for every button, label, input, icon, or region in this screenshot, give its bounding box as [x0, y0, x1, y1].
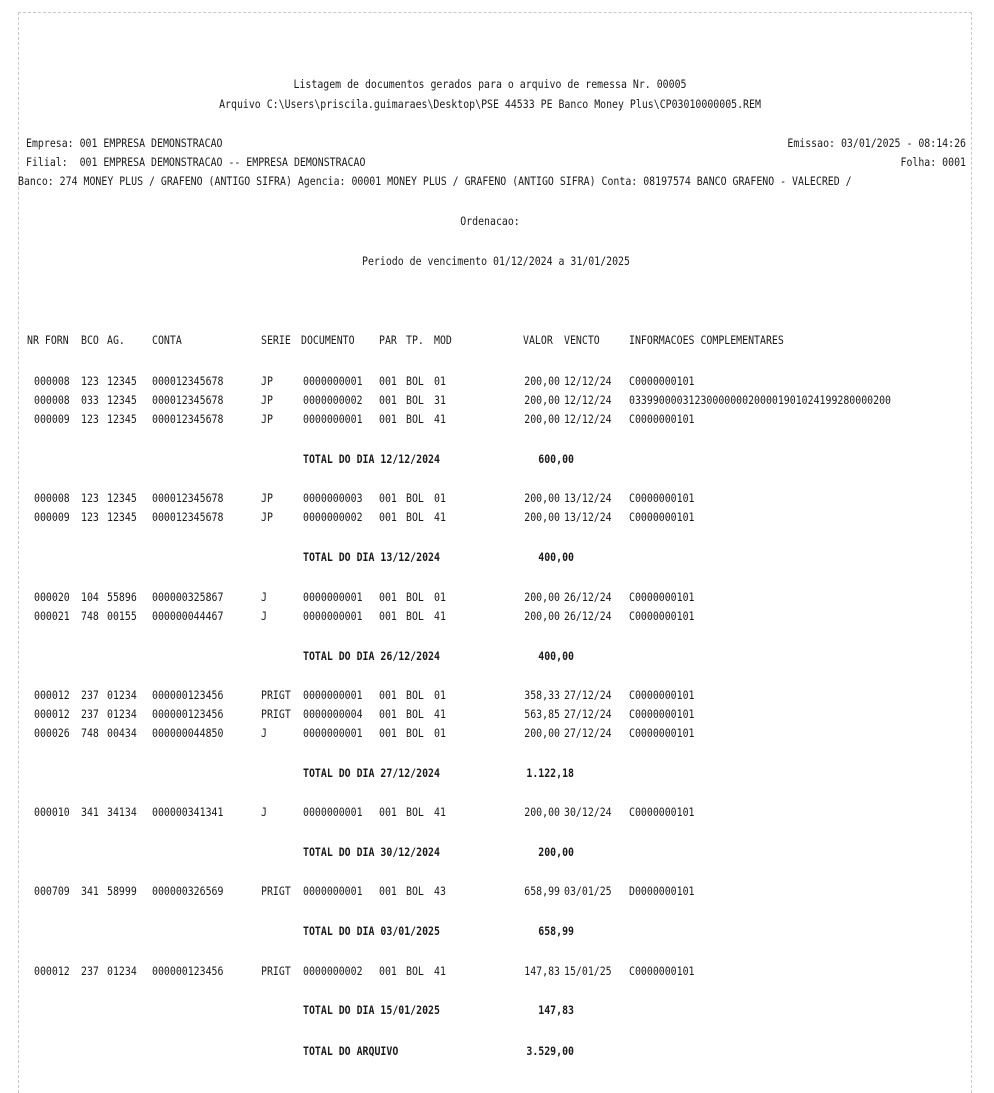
cell-conta: 000000044850: [152, 726, 224, 740]
cell-vencto: 12/12/24: [564, 393, 612, 407]
header-info: INFORMACOES COMPLEMENTARES: [629, 333, 784, 347]
cell-mod: 01: [434, 590, 446, 604]
cell-tp: BOL: [406, 374, 424, 388]
cell-ag: 00155: [107, 609, 137, 623]
cell-valor: 200,00: [524, 590, 560, 604]
cell-forn: 000008: [34, 491, 70, 505]
cell-conta: 000000123456: [152, 964, 224, 978]
cell-valor: 200,00: [524, 805, 560, 819]
total-label: TOTAL DO DIA 26/12/2024: [303, 649, 440, 663]
emissao-line: Emissao: 03/01/2025 - 08:14:26: [787, 136, 966, 150]
cell-doc: 0000000001: [303, 590, 363, 604]
total-value: 658,99: [538, 924, 574, 938]
cell-serie: J: [261, 805, 267, 819]
cell-forn: 000012: [34, 688, 70, 702]
cell-serie: JP: [261, 393, 273, 407]
cell-vencto: 27/12/24: [564, 688, 612, 702]
cell-forn: 000709: [34, 884, 70, 898]
cell-par: 001: [379, 393, 397, 407]
cell-ag: 12345: [107, 393, 137, 407]
cell-vencto: 26/12/24: [564, 609, 612, 623]
folha-line: Folha: 0001: [900, 155, 966, 169]
cell-bco: 748: [81, 726, 99, 740]
cell-ag: 01234: [107, 964, 137, 978]
cell-info: C0000000101: [629, 964, 695, 978]
cell-tp: BOL: [406, 964, 424, 978]
header-valor: VALOR: [523, 333, 553, 347]
cell-valor: 200,00: [524, 510, 560, 524]
cell-info: D0000000101: [629, 884, 695, 898]
cell-info: C0000000101: [629, 412, 695, 426]
cell-doc: 0000000001: [303, 884, 363, 898]
cell-forn: 000021: [34, 609, 70, 623]
cell-par: 001: [379, 609, 397, 623]
cell-bco: 341: [81, 805, 99, 819]
cell-serie: J: [261, 590, 267, 604]
cell-doc: 0000000001: [303, 609, 363, 623]
cell-ag: 01234: [107, 707, 137, 721]
total-value: 600,00: [538, 452, 574, 466]
total-label: TOTAL DO DIA 30/12/2024: [303, 845, 440, 859]
cell-serie: JP: [261, 491, 273, 505]
cell-par: 001: [379, 374, 397, 388]
cell-serie: J: [261, 609, 267, 623]
cell-doc: 0000000001: [303, 374, 363, 388]
cell-tp: BOL: [406, 726, 424, 740]
cell-valor: 563,85: [524, 707, 560, 721]
cell-par: 001: [379, 884, 397, 898]
cell-info: 03399000031230000000200001901024199280000200: [629, 393, 891, 407]
cell-forn: 000012: [34, 964, 70, 978]
cell-par: 001: [379, 491, 397, 505]
cell-vencto: 30/12/24: [564, 805, 612, 819]
total-label: TOTAL DO DIA 03/01/2025: [303, 924, 440, 938]
cell-tp: BOL: [406, 412, 424, 426]
cell-forn: 000010: [34, 805, 70, 819]
cell-bco: 748: [81, 609, 99, 623]
cell-par: 001: [379, 707, 397, 721]
cell-conta: 000012345678: [152, 393, 224, 407]
cell-conta: 000012345678: [152, 374, 224, 388]
cell-serie: J: [261, 726, 267, 740]
report-title: Listagem de documentos gerados para o arquivo de remessa Nr. 00005: [293, 77, 687, 91]
cell-conta: 000012345678: [152, 491, 224, 505]
cell-par: 001: [379, 412, 397, 426]
total-value: 400,00: [538, 550, 574, 564]
cell-mod: 41: [434, 805, 446, 819]
cell-info: C0000000101: [629, 688, 695, 702]
cell-info: C0000000101: [629, 726, 695, 740]
cell-bco: 123: [81, 412, 99, 426]
cell-serie: PRIGT: [261, 688, 291, 702]
cell-conta: 000012345678: [152, 412, 224, 426]
total-label: TOTAL DO DIA 13/12/2024: [303, 550, 440, 564]
cell-valor: 200,00: [524, 726, 560, 740]
cell-vencto: 15/01/25: [564, 964, 612, 978]
cell-valor: 200,00: [524, 393, 560, 407]
cell-tp: BOL: [406, 393, 424, 407]
cell-forn: 000026: [34, 726, 70, 740]
cell-doc: 0000000001: [303, 726, 363, 740]
cell-mod: 01: [434, 688, 446, 702]
header-conta: CONTA: [152, 333, 182, 347]
cell-info: C0000000101: [629, 590, 695, 604]
cell-vencto: 12/12/24: [564, 374, 612, 388]
cell-mod: 01: [434, 726, 446, 740]
cell-serie: PRIGT: [261, 707, 291, 721]
cell-ag: 01234: [107, 688, 137, 702]
cell-forn: 000009: [34, 510, 70, 524]
file-path: Arquivo C:\Users\priscila.guimaraes\Desktop\PSE 44533 PE Banco Money Plus\CP03010000005.REM: [219, 97, 761, 111]
ordenacao-line: Ordenacao:: [460, 214, 520, 228]
header-documento: DOCUMENTO: [301, 333, 355, 347]
cell-valor: 200,00: [524, 374, 560, 388]
cell-tp: BOL: [406, 688, 424, 702]
cell-serie: JP: [261, 510, 273, 524]
total-value: 1.122,18: [526, 766, 574, 780]
cell-forn: 000009: [34, 412, 70, 426]
cell-tp: BOL: [406, 609, 424, 623]
cell-mod: 01: [434, 491, 446, 505]
cell-par: 001: [379, 805, 397, 819]
cell-valor: 200,00: [524, 609, 560, 623]
cell-vencto: 27/12/24: [564, 707, 612, 721]
cell-forn: 000008: [34, 374, 70, 388]
cell-serie: JP: [261, 374, 273, 388]
cell-conta: 000000123456: [152, 688, 224, 702]
banco-line: Banco: 274 MONEY PLUS / GRAFENO (ANTIGO SIFRA) Agencia: 00001 MONEY PLUS / GRAFENO (ANTIGO SIFRA) Conta: 08197574 BANCO GRAFENO - VALECRED /: [18, 174, 852, 188]
cell-doc: 0000000002: [303, 964, 363, 978]
total-label: TOTAL DO DIA 15/01/2025: [303, 1003, 440, 1017]
cell-mod: 41: [434, 609, 446, 623]
cell-bco: 237: [81, 688, 99, 702]
cell-bco: 123: [81, 491, 99, 505]
cell-conta: 000000123456: [152, 707, 224, 721]
cell-vencto: 27/12/24: [564, 726, 612, 740]
cell-vencto: 13/12/24: [564, 491, 612, 505]
cell-info: C0000000101: [629, 609, 695, 623]
cell-bco: 104: [81, 590, 99, 604]
cell-info: C0000000101: [629, 805, 695, 819]
cell-bco: 123: [81, 510, 99, 524]
cell-conta: 000000044467: [152, 609, 224, 623]
cell-forn: 000020: [34, 590, 70, 604]
cell-doc: 0000000002: [303, 510, 363, 524]
cell-info: C0000000101: [629, 374, 695, 388]
cell-conta: 000000325867: [152, 590, 224, 604]
cell-conta: 000012345678: [152, 510, 224, 524]
header-vencto: VENCTO: [564, 333, 600, 347]
cell-valor: 358,33: [524, 688, 560, 702]
cell-vencto: 26/12/24: [564, 590, 612, 604]
cell-valor: 200,00: [524, 491, 560, 505]
cell-ag: 58999: [107, 884, 137, 898]
cell-par: 001: [379, 590, 397, 604]
grand-total-label: TOTAL DO ARQUIVO: [303, 1044, 399, 1058]
cell-doc: 0000000004: [303, 707, 363, 721]
cell-vencto: 13/12/24: [564, 510, 612, 524]
total-value: 200,00: [538, 845, 574, 859]
cell-doc: 0000000002: [303, 393, 363, 407]
cell-par: 001: [379, 510, 397, 524]
cell-valor: 200,00: [524, 412, 560, 426]
cell-vencto: 12/12/24: [564, 412, 612, 426]
cell-doc: 0000000001: [303, 688, 363, 702]
total-value: 400,00: [538, 649, 574, 663]
grand-total-value: 3.529,00: [526, 1044, 574, 1058]
header-ag: AG.: [107, 333, 125, 347]
cell-ag: 12345: [107, 412, 137, 426]
cell-forn: 000012: [34, 707, 70, 721]
cell-doc: 0000000003: [303, 491, 363, 505]
cell-bco: 237: [81, 964, 99, 978]
total-label: TOTAL DO DIA 27/12/2024: [303, 766, 440, 780]
cell-info: C0000000101: [629, 491, 695, 505]
cell-ag: 12345: [107, 510, 137, 524]
cell-serie: PRIGT: [261, 884, 291, 898]
cell-tp: BOL: [406, 491, 424, 505]
total-label: TOTAL DO DIA 12/12/2024: [303, 452, 440, 466]
cell-mod: 43: [434, 884, 446, 898]
cell-tp: BOL: [406, 805, 424, 819]
cell-bco: 341: [81, 884, 99, 898]
cell-ag: 12345: [107, 374, 137, 388]
cell-conta: 000000326569: [152, 884, 224, 898]
cell-serie: PRIGT: [261, 964, 291, 978]
cell-mod: 01: [434, 374, 446, 388]
header-mod: MOD: [434, 333, 452, 347]
cell-tp: BOL: [406, 510, 424, 524]
empresa-line: Empresa: 001 EMPRESA DEMONSTRACAO: [26, 136, 223, 150]
cell-bco: 237: [81, 707, 99, 721]
cell-par: 001: [379, 964, 397, 978]
cell-par: 001: [379, 688, 397, 702]
cell-doc: 0000000001: [303, 412, 363, 426]
cell-mod: 41: [434, 707, 446, 721]
total-value: 147,83: [538, 1003, 574, 1017]
cell-tp: BOL: [406, 884, 424, 898]
header-serie: SERIE: [261, 333, 291, 347]
cell-tp: BOL: [406, 590, 424, 604]
cell-bco: 123: [81, 374, 99, 388]
cell-tp: BOL: [406, 707, 424, 721]
cell-par: 001: [379, 726, 397, 740]
filial-line: Filial: 001 EMPRESA DEMONSTRACAO -- EMPRESA DEMONSTRACAO: [26, 155, 366, 169]
cell-ag: 34134: [107, 805, 137, 819]
cell-mod: 31: [434, 393, 446, 407]
header-par: PAR: [379, 333, 397, 347]
cell-ag: 12345: [107, 491, 137, 505]
cell-conta: 000000341341: [152, 805, 224, 819]
header-tp: TP.: [406, 333, 424, 347]
cell-ag: 55896: [107, 590, 137, 604]
cell-vencto: 03/01/25: [564, 884, 612, 898]
header-forn: NR FORN: [27, 333, 69, 347]
cell-info: C0000000101: [629, 510, 695, 524]
cell-serie: JP: [261, 412, 273, 426]
cell-info: C0000000101: [629, 707, 695, 721]
cell-ag: 00434: [107, 726, 137, 740]
cell-valor: 147,83: [524, 964, 560, 978]
cell-mod: 41: [434, 510, 446, 524]
cell-forn: 000008: [34, 393, 70, 407]
cell-mod: 41: [434, 964, 446, 978]
cell-bco: 033: [81, 393, 99, 407]
cell-doc: 0000000001: [303, 805, 363, 819]
header-bco: BCO: [81, 333, 99, 347]
periodo-line: Periodo de vencimento 01/12/2024 a 31/01/2025: [362, 254, 630, 268]
cell-mod: 41: [434, 412, 446, 426]
cell-valor: 658,99: [524, 884, 560, 898]
